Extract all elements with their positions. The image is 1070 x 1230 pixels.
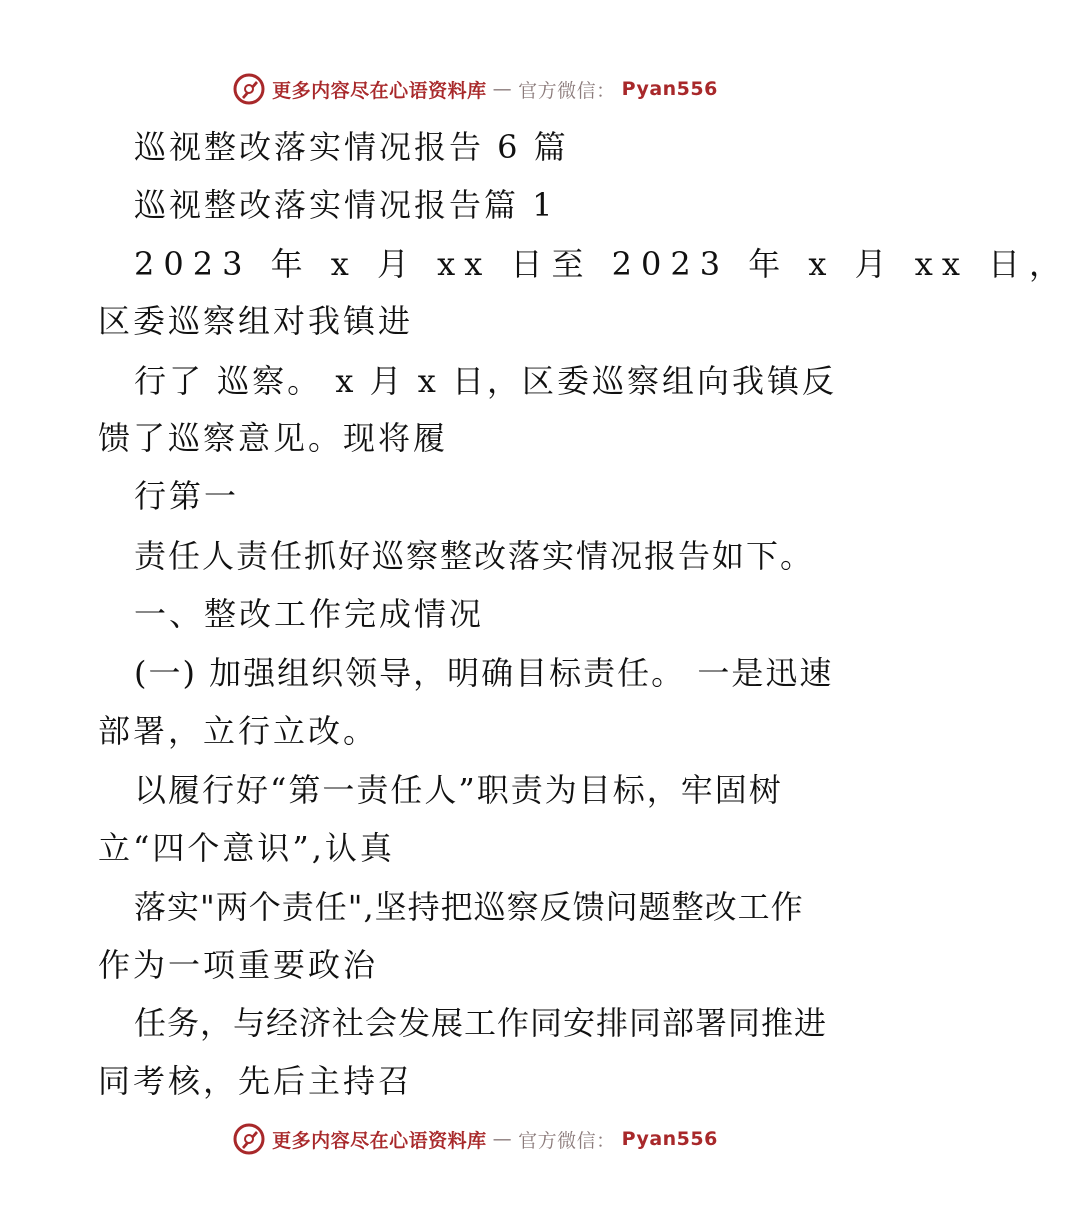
watermark-contact-label: 官方微信： [518, 1129, 616, 1152]
paragraph-line: 同考核，先后主持召 [98, 1062, 414, 1100]
watermark-main-text: 更多内容尽在心语资料库 [272, 1129, 487, 1152]
paragraph-line: 作为一项重要政治 [98, 946, 379, 984]
document-subtitle: 巡视整改落实情况报告篇 1 [134, 186, 556, 224]
paragraph-line: 立“四个意识”,认真 [98, 829, 395, 867]
paragraph-line: 部署，立行立改。 [98, 712, 379, 750]
paragraph-line: 责任人责任抓好巡察整改落实情况报告如下。 [134, 537, 815, 575]
document-title: 巡视整改落实情况报告 6 篇 [134, 128, 569, 166]
watermark-contact-id: Pyan556 [621, 78, 718, 100]
paragraph-line: 落实"两个责任",坚持把巡察反馈问题整改工作 [134, 888, 804, 926]
quill-logo-icon [232, 1122, 266, 1156]
paragraph-line: 行第一 [134, 477, 240, 515]
paragraph-line: 任务，与经济社会发展工作同安排同部署同推进 [134, 1004, 828, 1042]
paragraph-line: 以履行好“第一责任人”职责为目标，牢固树 [134, 771, 783, 809]
watermark-separator: — [492, 1128, 513, 1150]
paragraph-line: 2023 年 x 月 xx 日至 2023 年 x 月 xx 日， [134, 245, 1070, 283]
watermark-footer [0, 1122, 950, 1156]
watermark-separator: — [492, 78, 513, 100]
paragraph-line: 行了 巡察。 x 月 x 日，区委巡察组向我镇反 [134, 362, 837, 400]
subsection-heading: (一) 加强组织领导，明确目标责任。 一是迅速 [134, 654, 834, 692]
quill-logo-icon [232, 72, 266, 106]
watermark-header [0, 72, 950, 106]
watermark-contact-id: Pyan556 [621, 1128, 718, 1150]
paragraph-line: 馈了巡察意见。现将履 [98, 419, 449, 457]
section-heading: 一、整改工作完成情况 [134, 595, 485, 633]
watermark-main-text: 更多内容尽在心语资料库 [272, 79, 487, 102]
paragraph-line: 区委巡察组对我镇进 [98, 302, 414, 340]
watermark-contact-label: 官方微信： [518, 79, 616, 102]
